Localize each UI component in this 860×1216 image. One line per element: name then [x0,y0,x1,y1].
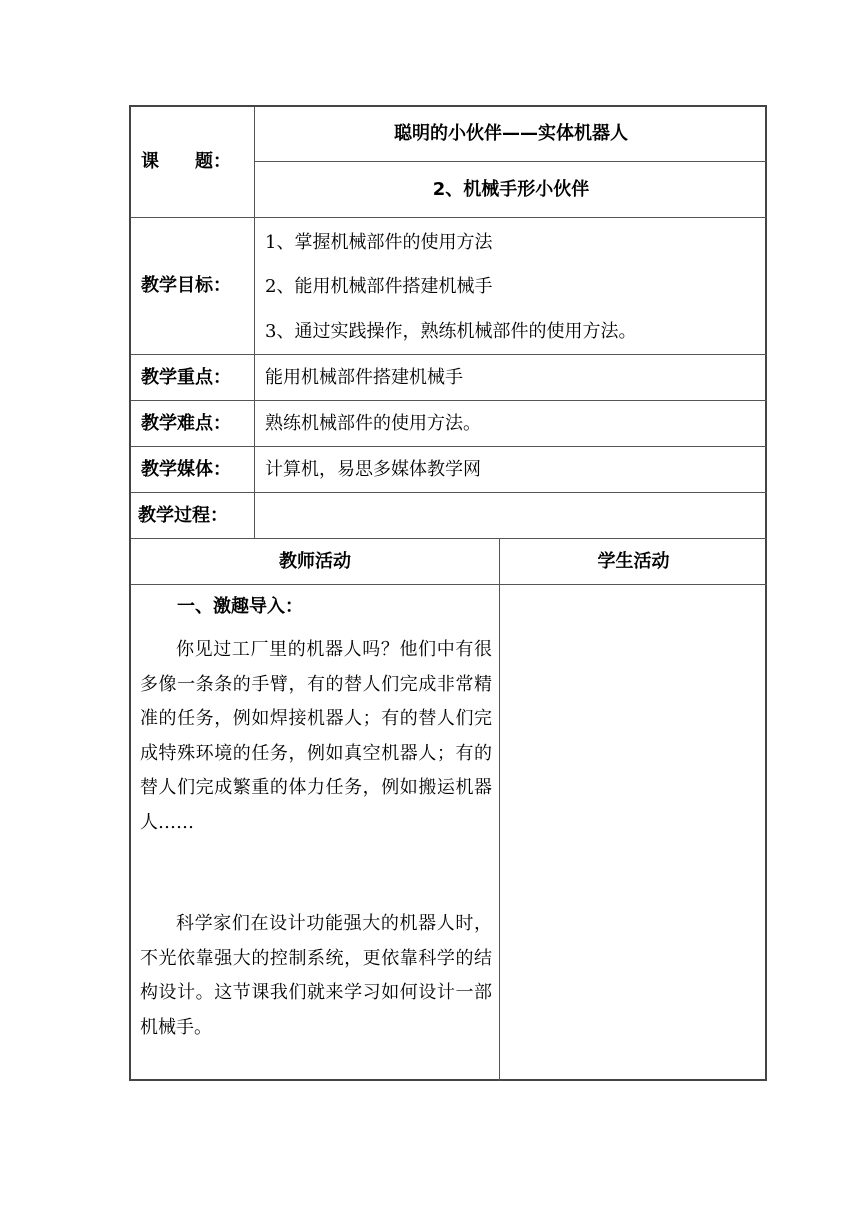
section-title: 一、激趣导入： [177,596,303,617]
activity-paragraph [140,907,492,1045]
topic-label-cell [131,107,254,217]
student-activity-cell [500,585,767,1081]
teacher-activity-cell [131,585,499,1081]
goals-cell [255,218,767,354]
student-column-label: 学生活动 [597,550,670,572]
media-label-cell [131,447,254,492]
student-column-header [500,539,767,584]
difficulty-value-cell [255,401,767,446]
teacher-column-header [131,539,499,584]
goals-label: 教学目标： [141,275,231,296]
intro-paragraph: 你见过工厂里的机器人吗？他们中有很多像一条条的手臂，有的替人们完成非常精准的任务，例如焊接机器人；有的替人们完成特殊环境的任务，例如真空机器人；有的替人们完成繁重的体力任务，例如搬运机器人…… [140,639,492,833]
topic-subtitle: 2、机械手形小伙伴 [432,178,590,200]
media-label: 教学媒体： [141,458,231,480]
focus-value-cell [255,355,767,400]
topic-title-cell [255,107,767,161]
difficulty-value: 熟练机械部件的使用方法。 [265,412,481,434]
lesson-plan-table [129,105,767,1081]
process-label: 教学过程： [138,504,228,526]
goal-item: 3、通过实践操作，熟练机械部件的使用方法。 [265,321,637,342]
topic-title: 聪明的小伙伴——实体机器人 [394,123,628,144]
media-value-cell [255,447,767,492]
goal-item: 2、能用机械部件搭建机械手 [265,276,493,297]
difficulty-label: 教学难点： [141,412,231,434]
difficulty-label-cell [131,401,254,446]
topic-subtitle-cell [255,162,767,217]
design-paragraph: 科学家们在设计功能强大的机器人时，不光依靠强大的控制系统，更依靠科学的结构设计。这节课我们就来学习如何设计一部机械手。 [140,913,492,1038]
focus-value: 能用机械部件搭建机械手 [265,366,463,388]
goals-label-cell [131,218,254,354]
media-value: 计算机，易思多媒体教学网 [265,458,481,480]
focus-label: 教学重点： [141,366,231,388]
activity-paragraph [140,633,492,840]
focus-label-cell [131,355,254,400]
process-label-cell [131,493,767,538]
goal-item: 1、掌握机械部件的使用方法 [265,232,493,253]
topic-label: 课 题： [141,151,231,172]
teacher-column-label: 教师活动 [279,550,351,572]
